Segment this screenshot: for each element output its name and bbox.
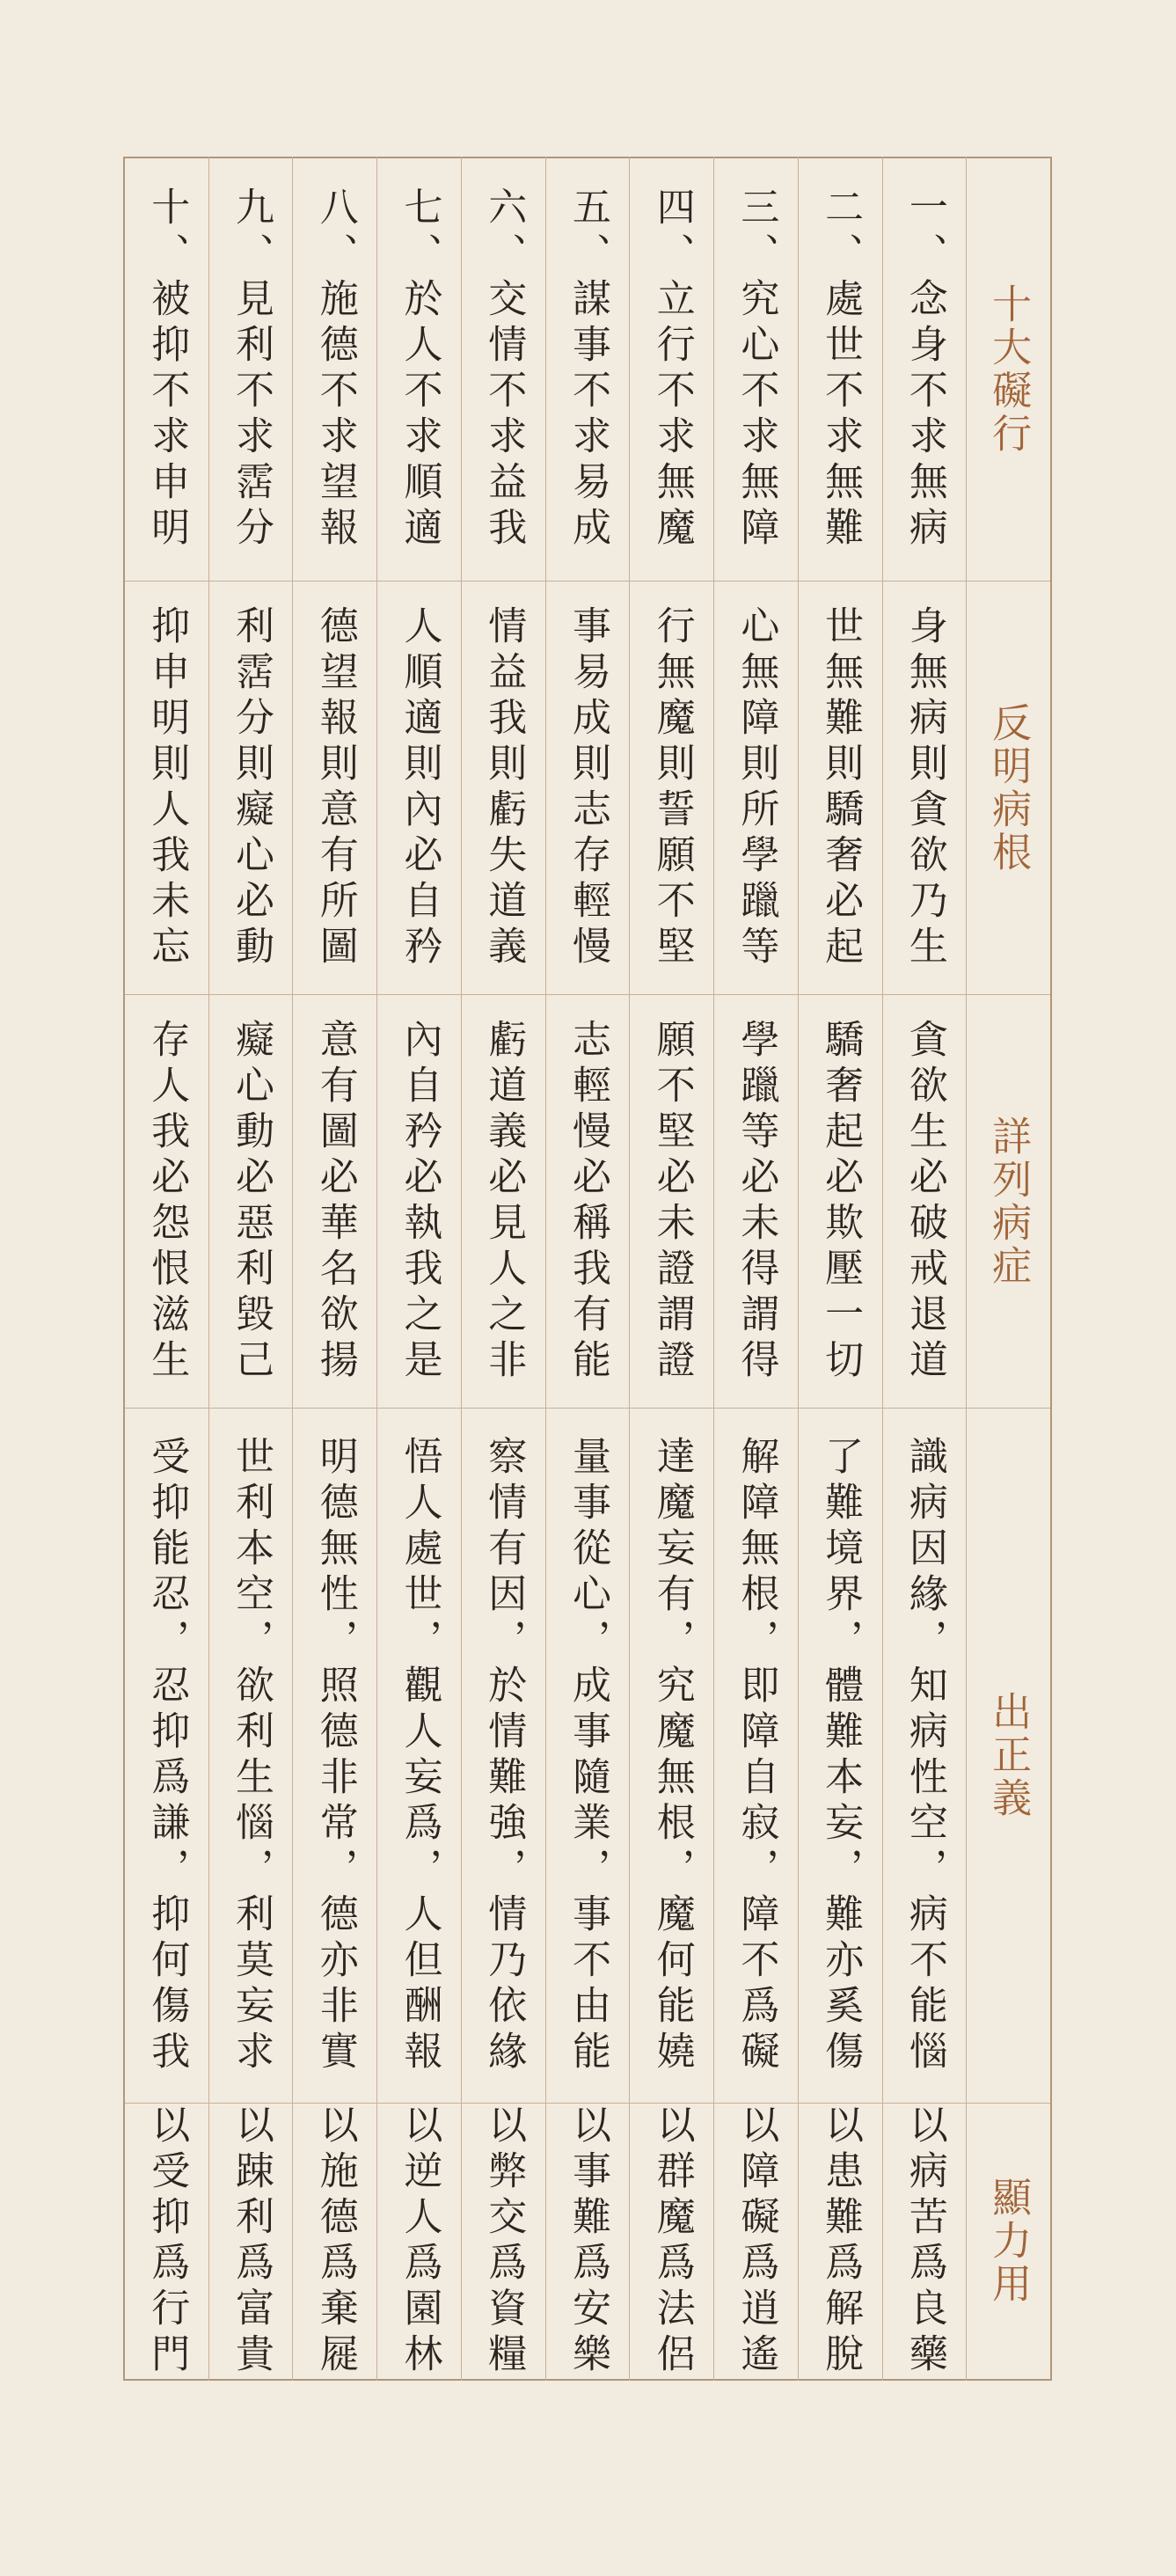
cell-text: 明德無性，照德非常，德亦非實 xyxy=(312,1435,358,2076)
cell-text: 世利本空，欲利生惱，利莫妄求 xyxy=(229,1435,274,2076)
table-cell xyxy=(714,1408,798,2103)
table-cell xyxy=(293,1408,376,2103)
table-cell xyxy=(799,1408,882,2103)
table-cell xyxy=(546,2103,630,2381)
table-cell xyxy=(630,157,713,581)
table-cell xyxy=(209,581,293,994)
cell-text: 三、究心不求無障 xyxy=(734,187,779,553)
cell-text: 六、交情不求益我 xyxy=(481,187,527,553)
cell-text: 志輕慢必稱我有能 xyxy=(565,1018,610,1385)
cell-text: 心無障則所學躐等 xyxy=(734,604,779,971)
header-cell xyxy=(967,581,1050,994)
cell-text: 以患難爲解脫 xyxy=(818,2104,864,2379)
table-cell xyxy=(714,2103,798,2381)
cell-text: 人順適則內必自矜 xyxy=(397,604,442,971)
cell-text: 達魔妄有，究魔無根，魔何能嬈 xyxy=(649,1435,695,2076)
cell-text: 身無病則貪欲乃生 xyxy=(902,604,947,971)
table-column xyxy=(461,157,545,2381)
cell-text: 以踈利爲富貴 xyxy=(229,2104,274,2379)
table-cell xyxy=(377,581,461,994)
table-column xyxy=(629,157,713,2381)
cell-text: 量事從心，成事隨業，事不由能 xyxy=(565,1435,610,2076)
table-cell xyxy=(462,994,545,1408)
table-column xyxy=(125,157,208,2381)
table-cell xyxy=(377,994,461,1408)
table-cell xyxy=(293,994,376,1408)
table-cell xyxy=(125,994,208,1408)
table-cell xyxy=(462,2103,545,2381)
table-column xyxy=(545,157,630,2381)
cell-text: 悟人處世，觀人妄爲，人但酬報 xyxy=(397,1435,442,2076)
table-cell xyxy=(799,994,882,1408)
cell-text: 受抑能忍，忍抑爲謙，抑何傷我 xyxy=(144,1435,190,2076)
cell-text: 以事難爲安樂 xyxy=(565,2104,610,2379)
cell-text: 一、念身不求無病 xyxy=(902,187,947,553)
cell-text: 願不堅必未證謂證 xyxy=(649,1018,695,1385)
cell-text: 世無難則驕奢必起 xyxy=(818,604,864,971)
header-label: 反明病根 xyxy=(985,701,1033,875)
table-column xyxy=(798,157,882,2381)
cell-text: 學躐等必未得謂得 xyxy=(734,1018,779,1385)
cell-text: 識病因緣，知病性空，病不能惱 xyxy=(902,1435,947,2076)
table-cell xyxy=(209,157,293,581)
cell-text: 以病苦爲良藥 xyxy=(902,2104,947,2379)
table-cell xyxy=(377,157,461,581)
cell-text: 四、立行不求無魔 xyxy=(649,187,695,553)
header-cell xyxy=(967,157,1050,581)
cell-text: 以障礙爲逍遙 xyxy=(734,2104,779,2379)
cell-text: 以受抑爲行門 xyxy=(144,2104,190,2379)
header-cell xyxy=(967,994,1050,1408)
table-cell xyxy=(125,581,208,994)
cell-text: 以施德爲棄屣 xyxy=(312,2104,358,2379)
cell-text: 八、施德不求望報 xyxy=(312,187,358,553)
table-column xyxy=(208,157,293,2381)
cell-text: 意有圖必華名欲揚 xyxy=(312,1018,358,1385)
table-cell xyxy=(293,2103,376,2381)
table-cell xyxy=(883,2103,967,2381)
table-cell xyxy=(125,1408,208,2103)
cell-text: 存人我必怨恨滋生 xyxy=(144,1018,190,1385)
cell-text: 以弊交爲資糧 xyxy=(481,2104,527,2379)
cell-text: 癡心動必惡利毀己 xyxy=(229,1018,274,1385)
cell-text: 事易成則志存輕慢 xyxy=(565,604,610,971)
cell-text: 九、見利不求霑分 xyxy=(229,187,274,553)
table-cell xyxy=(883,1408,967,2103)
header-column xyxy=(966,157,1050,2381)
table-cell xyxy=(462,1408,545,2103)
cell-text: 內自矜必執我之是 xyxy=(397,1018,442,1385)
cell-text: 利霑分則癡心必動 xyxy=(229,604,274,971)
cell-text: 抑申明則人我未忘 xyxy=(144,604,190,971)
table-cell xyxy=(630,581,713,994)
header-label: 十大礙行 xyxy=(985,283,1033,456)
table-cell xyxy=(714,994,798,1408)
table-cell xyxy=(209,994,293,1408)
table-cell xyxy=(630,994,713,1408)
cell-text: 十、被抑不求申明 xyxy=(144,187,190,553)
table-cell xyxy=(462,581,545,994)
table-cell xyxy=(883,157,967,581)
table-cell xyxy=(883,581,967,994)
header-cell xyxy=(967,2103,1050,2381)
table-cell xyxy=(714,581,798,994)
cell-text: 五、謀事不求易成 xyxy=(565,187,610,553)
table-column xyxy=(713,157,798,2381)
cell-text: 二、處世不求無難 xyxy=(818,187,864,553)
table-cell xyxy=(799,581,882,994)
table-cell xyxy=(546,157,630,581)
table-cell xyxy=(377,1408,461,2103)
cell-text: 察情有因，於情難強，情乃依緣 xyxy=(481,1435,527,2076)
table-column xyxy=(882,157,967,2381)
table-cell xyxy=(377,2103,461,2381)
table-column xyxy=(376,157,461,2381)
table-cell xyxy=(799,157,882,581)
table-cell xyxy=(630,1408,713,2103)
cell-text: 以逆人爲園林 xyxy=(397,2104,442,2379)
table-cell xyxy=(546,994,630,1408)
table-cell xyxy=(714,157,798,581)
table-cell xyxy=(546,581,630,994)
table-cell xyxy=(125,2103,208,2381)
cell-text: 貪欲生必破戒退道 xyxy=(902,1018,947,1385)
table-cell xyxy=(546,1408,630,2103)
cell-text: 驕奢起必欺壓一切 xyxy=(818,1018,864,1385)
cell-text: 虧道義必見人之非 xyxy=(481,1018,527,1385)
cell-text: 行無魔則誓願不堅 xyxy=(649,604,695,971)
ten-obstacles-table xyxy=(123,157,1052,2381)
cell-text: 七、於人不求順適 xyxy=(397,187,442,553)
table-cell xyxy=(883,994,967,1408)
table-cell xyxy=(209,1408,293,2103)
table-cell xyxy=(293,581,376,994)
cell-text: 了難境界，體難本妄，難亦奚傷 xyxy=(818,1435,864,2076)
cell-text: 情益我則虧失道義 xyxy=(481,604,527,971)
table-cell xyxy=(799,2103,882,2381)
cell-text: 以群魔爲法侶 xyxy=(649,2104,695,2379)
table-cell xyxy=(293,157,376,581)
header-label: 詳列病症 xyxy=(985,1115,1033,1288)
cell-text: 解障無根，即障自寂，障不爲礙 xyxy=(734,1435,779,2076)
cell-text: 德望報則意有所圖 xyxy=(312,604,358,971)
header-label: 出正義 xyxy=(985,1691,1033,1820)
table-column xyxy=(292,157,376,2381)
table-cell xyxy=(209,2103,293,2381)
table-cell xyxy=(630,2103,713,2381)
header-label: 顯力用 xyxy=(985,2177,1033,2306)
table-cell xyxy=(462,157,545,581)
table-cell xyxy=(125,157,208,581)
header-cell xyxy=(967,1408,1050,2103)
